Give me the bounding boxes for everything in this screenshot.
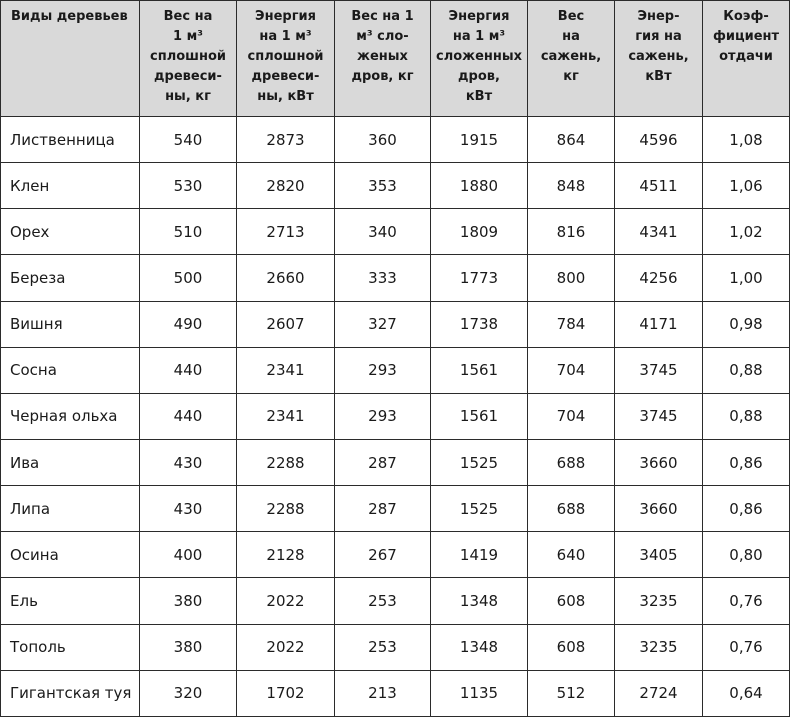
column-header-line: ны, кВт (257, 89, 314, 104)
table-row (1, 163, 790, 209)
tree-species-cell: Осина (1, 532, 140, 578)
column-header-line: м³ сло- (356, 29, 409, 44)
value-cell: 1419 (431, 532, 528, 578)
value-cell: 816 (528, 209, 615, 255)
value-cell: 400 (140, 532, 237, 578)
value-cell: 3235 (615, 624, 703, 670)
value-cell: 848 (528, 163, 615, 209)
column-header-line: женых (357, 49, 408, 64)
value-cell: 688 (528, 486, 615, 532)
value-cell: 430 (140, 486, 237, 532)
column-header-line: на 1 м³ (452, 29, 506, 44)
value-cell: 0,98 (703, 301, 790, 347)
value-cell: 1702 (237, 670, 335, 716)
table-row (1, 578, 790, 624)
value-cell: 320 (140, 670, 237, 716)
value-cell: 430 (140, 439, 237, 485)
value-cell: 2341 (237, 347, 335, 393)
column-header-line: древеси- (154, 69, 222, 84)
value-cell: 287 (335, 439, 431, 485)
value-cell: 540 (140, 117, 237, 163)
value-cell: 380 (140, 624, 237, 670)
value-cell: 440 (140, 347, 237, 393)
value-cell: 3405 (615, 532, 703, 578)
value-cell: 800 (528, 255, 615, 301)
column-header-line: сложенных (435, 49, 523, 64)
column-header-line: Энергия (448, 9, 510, 24)
value-cell: 1525 (431, 439, 528, 485)
value-cell: 4596 (615, 117, 703, 163)
value-cell: 1773 (431, 255, 528, 301)
value-cell: 3745 (615, 347, 703, 393)
value-cell: 704 (528, 347, 615, 393)
column-header-line: Энергия (255, 9, 316, 24)
value-cell: 2128 (237, 532, 335, 578)
value-cell: 293 (335, 347, 431, 393)
value-cell: 2873 (237, 117, 335, 163)
table-body (1, 117, 790, 717)
value-cell: 2660 (237, 255, 335, 301)
tree-species-cell: Сосна (1, 347, 140, 393)
table-row (1, 670, 790, 716)
tree-species-cell: Ель (1, 578, 140, 624)
table-row (1, 255, 790, 301)
value-cell: 1,08 (703, 117, 790, 163)
value-cell: 0,86 (703, 486, 790, 532)
value-cell: 353 (335, 163, 431, 209)
value-cell: 1809 (431, 209, 528, 255)
column-header (528, 1, 615, 117)
table-row (1, 486, 790, 532)
column-header-line: отдачи (719, 49, 773, 64)
value-cell: 2022 (237, 624, 335, 670)
value-cell: 253 (335, 624, 431, 670)
value-cell: 2820 (237, 163, 335, 209)
value-cell: 1561 (431, 393, 528, 439)
value-cell: 510 (140, 209, 237, 255)
value-cell: 360 (335, 117, 431, 163)
value-cell: 640 (528, 532, 615, 578)
column-header-line: гия на (635, 29, 682, 44)
column-header-line: древеси- (251, 69, 320, 84)
tree-species-cell: Береза (1, 255, 140, 301)
column-header-line: сплошной (150, 49, 226, 64)
value-cell: 1915 (431, 117, 528, 163)
column-header-line: Вес на (163, 9, 213, 24)
value-cell: 213 (335, 670, 431, 716)
column-header-line: Виды деревьев (11, 9, 128, 24)
column-header (140, 1, 237, 117)
column-header (703, 1, 790, 117)
value-cell: 1,00 (703, 255, 790, 301)
column-header-line: Вес на 1 (351, 9, 414, 24)
tree-species-cell: Орех (1, 209, 140, 255)
column-header-line: ны, кг (165, 89, 211, 104)
value-cell: 1880 (431, 163, 528, 209)
column-header (431, 1, 528, 117)
value-cell: 0,86 (703, 439, 790, 485)
column-header-line: дров, кг (351, 69, 414, 84)
value-cell: 3660 (615, 439, 703, 485)
value-cell: 2022 (237, 578, 335, 624)
value-cell: 340 (335, 209, 431, 255)
column-header-line: на 1 м³ (259, 29, 312, 44)
value-cell: 0,76 (703, 624, 790, 670)
tree-species-cell: Клен (1, 163, 140, 209)
value-cell: 1348 (431, 578, 528, 624)
value-cell: 0,80 (703, 532, 790, 578)
value-cell: 4171 (615, 301, 703, 347)
table-row (1, 439, 790, 485)
column-header-line: фициент (712, 29, 780, 44)
value-cell: 2607 (237, 301, 335, 347)
column-header-line: сажень, (628, 49, 689, 64)
value-cell: 608 (528, 624, 615, 670)
value-cell: 530 (140, 163, 237, 209)
value-cell: 490 (140, 301, 237, 347)
value-cell: 2288 (237, 486, 335, 532)
value-cell: 3660 (615, 486, 703, 532)
value-cell: 380 (140, 578, 237, 624)
value-cell: 4256 (615, 255, 703, 301)
value-cell: 0,88 (703, 393, 790, 439)
table-row (1, 393, 790, 439)
column-header-line: Вес (557, 9, 585, 24)
value-cell: 4511 (615, 163, 703, 209)
value-cell: 864 (528, 117, 615, 163)
table-row (1, 117, 790, 163)
column-header-line: 1 м³ (173, 29, 203, 44)
table-header (1, 1, 790, 117)
value-cell: 2724 (615, 670, 703, 716)
value-cell: 704 (528, 393, 615, 439)
value-cell: 512 (528, 670, 615, 716)
value-cell: 688 (528, 439, 615, 485)
value-cell: 1135 (431, 670, 528, 716)
tree-species-cell: Лиственница (1, 117, 140, 163)
value-cell: 608 (528, 578, 615, 624)
tree-species-cell: Вишня (1, 301, 140, 347)
column-header-line: Коэф- (723, 9, 769, 24)
value-cell: 1525 (431, 486, 528, 532)
value-cell: 1,06 (703, 163, 790, 209)
column-header-line: Энер- (637, 9, 680, 24)
value-cell: 1561 (431, 347, 528, 393)
value-cell: 287 (335, 486, 431, 532)
header-row (1, 1, 790, 117)
value-cell: 293 (335, 393, 431, 439)
value-cell: 500 (140, 255, 237, 301)
value-cell: 3235 (615, 578, 703, 624)
column-header-line: дров, (458, 69, 500, 84)
tree-species-cell: Липа (1, 486, 140, 532)
value-cell: 784 (528, 301, 615, 347)
value-cell: 2713 (237, 209, 335, 255)
value-cell: 4341 (615, 209, 703, 255)
tree-species-cell: Тополь (1, 624, 140, 670)
value-cell: 2341 (237, 393, 335, 439)
column-header-line: кг (563, 69, 579, 84)
value-cell: 267 (335, 532, 431, 578)
table-row (1, 209, 790, 255)
tree-species-cell: Черная ольха (1, 393, 140, 439)
value-cell: 327 (335, 301, 431, 347)
table-row (1, 347, 790, 393)
column-header (1, 1, 140, 117)
value-cell: 1738 (431, 301, 528, 347)
column-header-line: сажень, (540, 49, 602, 64)
value-cell: 0,88 (703, 347, 790, 393)
value-cell: 253 (335, 578, 431, 624)
value-cell: 440 (140, 393, 237, 439)
table-row (1, 301, 790, 347)
column-header (237, 1, 335, 117)
tree-species-cell: Гигантская туя (1, 670, 140, 716)
table-row (1, 532, 790, 578)
value-cell: 0,64 (703, 670, 790, 716)
value-cell: 2288 (237, 439, 335, 485)
column-header (335, 1, 431, 117)
value-cell: 1348 (431, 624, 528, 670)
value-cell: 3745 (615, 393, 703, 439)
table-row (1, 624, 790, 670)
tree-species-cell: Ива (1, 439, 140, 485)
column-header (615, 1, 703, 117)
column-header-line: сплошной (247, 49, 324, 64)
value-cell: 333 (335, 255, 431, 301)
column-header-line: на (562, 29, 580, 44)
column-header-line: кВт (465, 89, 493, 104)
column-header-line: кВт (645, 69, 672, 84)
value-cell: 0,76 (703, 578, 790, 624)
value-cell: 1,02 (703, 209, 790, 255)
